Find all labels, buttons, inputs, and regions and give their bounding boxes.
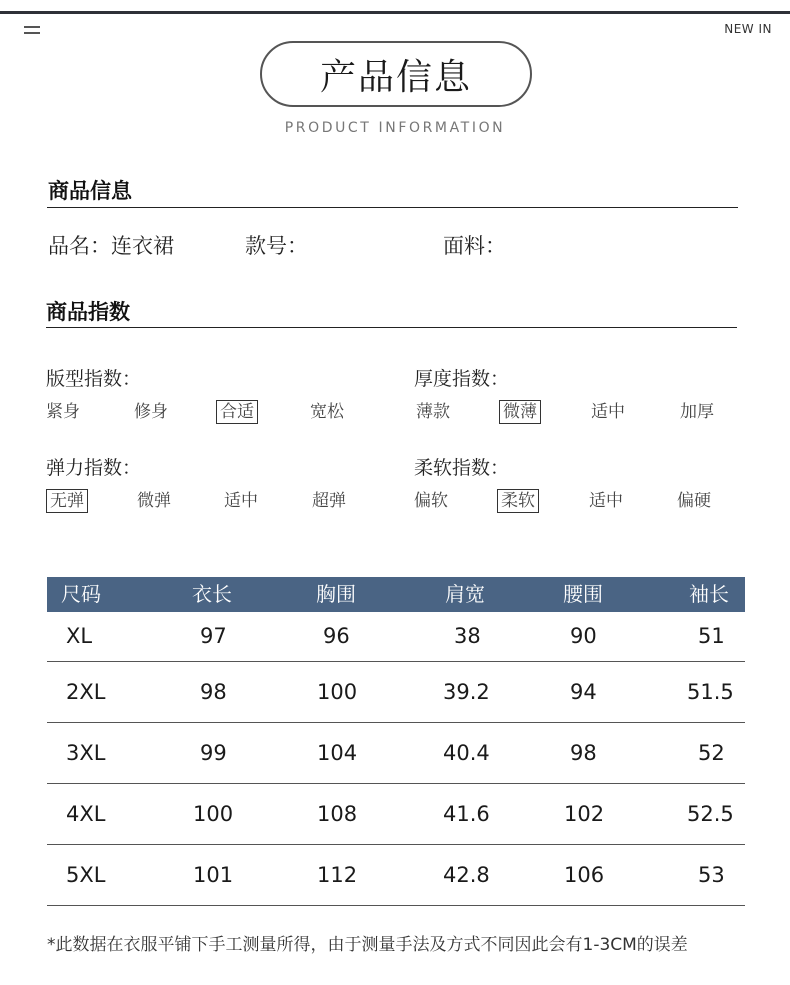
table-cell: 102: [564, 802, 605, 826]
fabric: 面料：: [443, 234, 506, 258]
table-cell: 51: [698, 624, 725, 648]
table-cell: 100: [317, 680, 358, 704]
column-header: 尺码: [61, 582, 101, 606]
table-row: [47, 723, 745, 784]
option-no-stretch-selected: 无弹: [46, 489, 88, 513]
table-row: [47, 845, 745, 906]
table-cell: 90: [570, 624, 597, 648]
option-slim: 修身: [134, 402, 168, 422]
table-cell: 4XL: [66, 802, 106, 826]
option-loose: 宽松: [310, 402, 344, 422]
table-cell: 52.5: [687, 802, 734, 826]
table-cell: 101: [193, 863, 234, 887]
table-cell: 2XL: [66, 680, 106, 704]
table-cell: 51.5: [687, 680, 734, 704]
option-regular-selected: 合适: [216, 400, 258, 424]
option-super-stretch: 超弹: [312, 491, 346, 511]
table-cell: 97: [200, 624, 227, 648]
table-cell: 42.8: [443, 863, 490, 887]
table-row: [47, 662, 745, 723]
table-cell: 98: [200, 680, 227, 704]
divider: [47, 207, 738, 208]
option-thin: 薄款: [416, 402, 450, 422]
product-info-heading: 商品信息: [48, 179, 132, 203]
table-cell: 3XL: [66, 741, 106, 765]
table-cell: 108: [317, 802, 358, 826]
option-hardish: 偏硬: [677, 491, 711, 511]
fit-index-label: 版型指数：: [46, 368, 142, 390]
table-cell: 39.2: [443, 680, 490, 704]
size-table-header: [47, 577, 745, 612]
option-slight-stretch: 微弹: [137, 491, 171, 511]
table-cell: 53: [698, 863, 725, 887]
softness-index-label: 柔软指数：: [414, 457, 510, 479]
table-cell: 41.6: [443, 802, 490, 826]
table-cell: 40.4: [443, 741, 490, 765]
table-cell: 106: [564, 863, 605, 887]
option-tight: 紧身: [46, 402, 80, 422]
column-header: 衣长: [192, 582, 232, 606]
thickness-index-label: 厚度指数：: [414, 368, 510, 390]
table-row: [47, 612, 745, 662]
measurement-footnote: *此数据在衣服平铺下手工测量所得，由于测量手法及方式不同因此会有1-3CM的误差: [47, 935, 688, 955]
divider: [46, 327, 737, 328]
table-cell: 38: [454, 624, 481, 648]
table-cell: 99: [200, 741, 227, 765]
table-cell: 112: [317, 863, 358, 887]
option-slightly-thin-selected: 微薄: [499, 400, 541, 424]
column-header: 肩宽: [445, 582, 485, 606]
option-thick: 加厚: [680, 402, 714, 422]
column-header: 腰围: [563, 582, 603, 606]
page-title: 产品信息: [260, 41, 532, 107]
column-header: 袖长: [689, 582, 729, 606]
table-cell: XL: [66, 624, 93, 648]
page-subtitle: PRODUCT INFORMATION: [284, 120, 506, 136]
table-row: [47, 784, 745, 845]
table-cell: 52: [698, 741, 725, 765]
option-medium: 适中: [591, 402, 625, 422]
option-softish: 偏软: [414, 491, 448, 511]
table-cell: 94: [570, 680, 597, 704]
style-number: 款号：: [245, 234, 308, 258]
menu-icon[interactable]: [24, 24, 40, 36]
option-medium-stretch: 适中: [224, 491, 258, 511]
option-soft-selected: 柔软: [497, 489, 539, 513]
product-index-heading: 商品指数: [46, 300, 130, 324]
new-in-label: NEW IN: [724, 22, 772, 36]
table-cell: 96: [323, 624, 350, 648]
column-header: 胸围: [316, 582, 356, 606]
table-cell: 100: [193, 802, 234, 826]
table-cell: 98: [570, 741, 597, 765]
table-cell: 5XL: [66, 863, 106, 887]
top-divider-bar: [0, 11, 790, 14]
table-cell: 104: [317, 741, 358, 765]
elasticity-index-label: 弹力指数：: [46, 457, 142, 479]
option-medium-soft: 适中: [589, 491, 623, 511]
product-name: 品名：连衣裙: [48, 234, 174, 258]
